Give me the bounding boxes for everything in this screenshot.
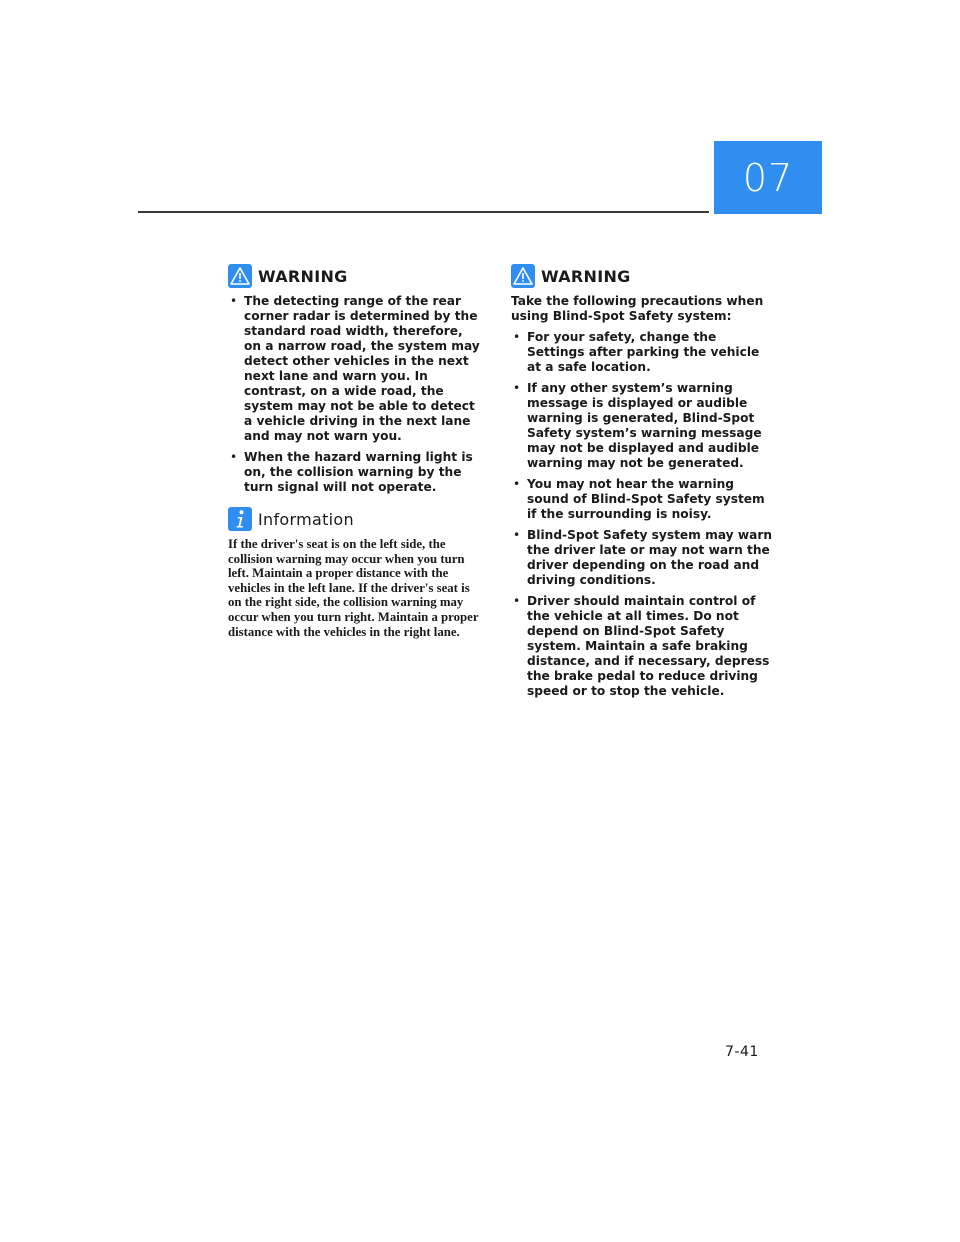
information-header: [228, 507, 480, 531]
list-item: • The detecting range of the rear corner radar is determined by the standard road width, therefore, on a narrow road, the system may detect other vehicles in the next next lane and warn you. In contrast, on a wide road, the system may not be able to detect a vehicle driving in the next lane and may not warn you.: [228, 294, 480, 444]
chapter-number: 07: [742, 155, 794, 200]
page-number: 7-41: [725, 1044, 759, 1060]
left-column: [228, 264, 480, 639]
list-item: • If any other system’s warning message is displayed or audible warning is generated, Blind-Spot Safety system’s warning message may not be displayed and audible warning may not be generated.: [511, 381, 773, 471]
chapter-tab: [714, 141, 822, 214]
list-item: • When the hazard warning light is on, the collision warning by the turn signal will not operate.: [228, 450, 480, 495]
list-item: • Blind-Spot Safety system may warn the driver late or may not warn the driver depending on the road and driving conditions.: [511, 528, 773, 588]
header-rule: [138, 211, 709, 213]
warning-title: WARNING: [258, 266, 348, 286]
list-item: • You may not hear the warning sound of Blind-Spot Safety system if the surrounding is noisy.: [511, 477, 773, 522]
warning-intro: Take the following precautions when using Blind-Spot Safety system:: [511, 294, 764, 323]
warning-box-left: [228, 264, 480, 495]
right-column: [511, 264, 773, 705]
warning-box-right: [511, 264, 773, 699]
information-title: Information: [258, 509, 354, 529]
warning-header: [228, 264, 480, 288]
information-box: [228, 507, 480, 639]
warning-bullet-list: [228, 294, 480, 495]
information-text: If the driver's seat is on the left side, the collision warning may occur when you turn left. Maintain a proper distance with the vehicles in the left lane. If the driver's seat is on the right side, the collision warning may occur when you turn right. Maintain a proper distance with the vehicles in the right lane.: [228, 537, 479, 639]
list-item: • For your safety, change the Settings after parking the vehicle at a safe location.: [511, 330, 773, 375]
warning-title: WARNING: [541, 266, 631, 286]
warning-triangle-icon: [228, 264, 252, 288]
list-item: • Driver should maintain control of the vehicle at all times. Do not depend on Blind-Spot Safety system. Maintain a safe braking distance, and if necessary, depress the brake pedal to reduce driving speed or to stop the vehicle.: [511, 594, 773, 699]
warning-triangle-icon: [511, 264, 535, 288]
info-icon: [228, 507, 252, 531]
warning-bullet-list: [511, 330, 773, 699]
warning-header: [511, 264, 773, 288]
